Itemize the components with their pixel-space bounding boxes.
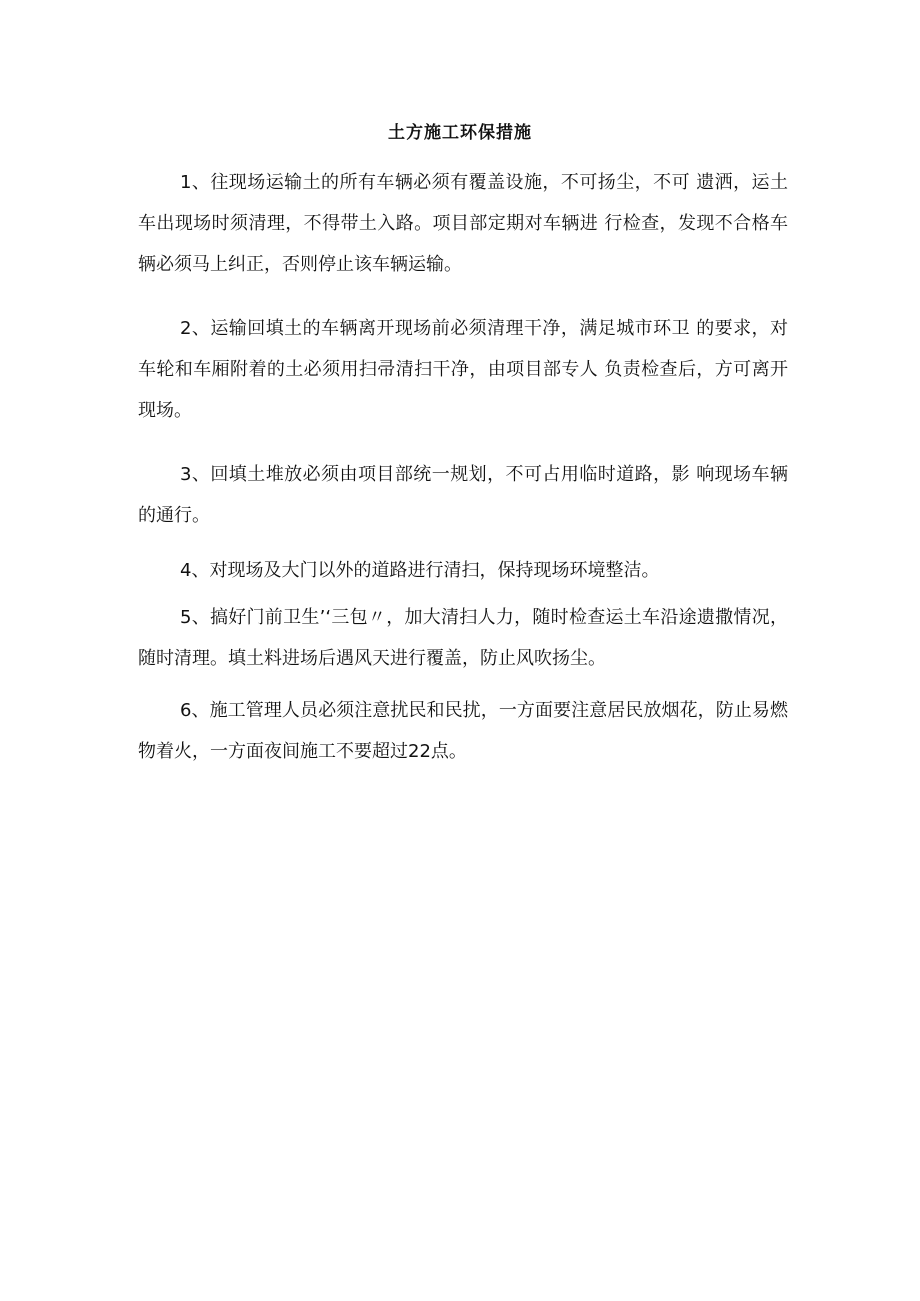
paragraph-2: 2、运输回填土的车辆离开现场前必须清理干净，满足城市环卫 的要求，对车轮和车厢附着的土必须用扫帚清扫干净，由项目部专人 负责检查后，方可离开现场。 xyxy=(138,318,788,421)
paragraph-5: 5、搞好门前卫生’‘三包〃，加大清扫人力，随时检查运土车沿途遗撒情况，随时清理。填土料进场后遇风天进行覆盖，防止风吹扬尘。 xyxy=(138,607,788,669)
paragraph-6: 6、施工管理人员必须注意扰民和民扰，一方面要注意居民放烟花，防止易燃物着火，一方面夜间施工不要超过22点。 xyxy=(138,700,788,762)
paragraph-4: 4、对现场及大门以外的道路进行清扫，保持现场环境整洁。 xyxy=(180,560,660,581)
paragraph-3: 3、回填土堆放必须由项目部统一规划，不可占用临时道路，影 响现场车辆的通行。 xyxy=(138,464,788,526)
document-title: 土方施工环保措施 xyxy=(388,123,532,143)
paragraph-1: 1、往现场运输土的所有车辆必须有覆盖设施，不可扬尘，不可 遗洒，运土车出现场时须清理，不得带土入路。项目部定期对车辆进 行检查，发现不合格车辆必须马上纠正，否则停止该车辆运输。 xyxy=(138,172,788,275)
